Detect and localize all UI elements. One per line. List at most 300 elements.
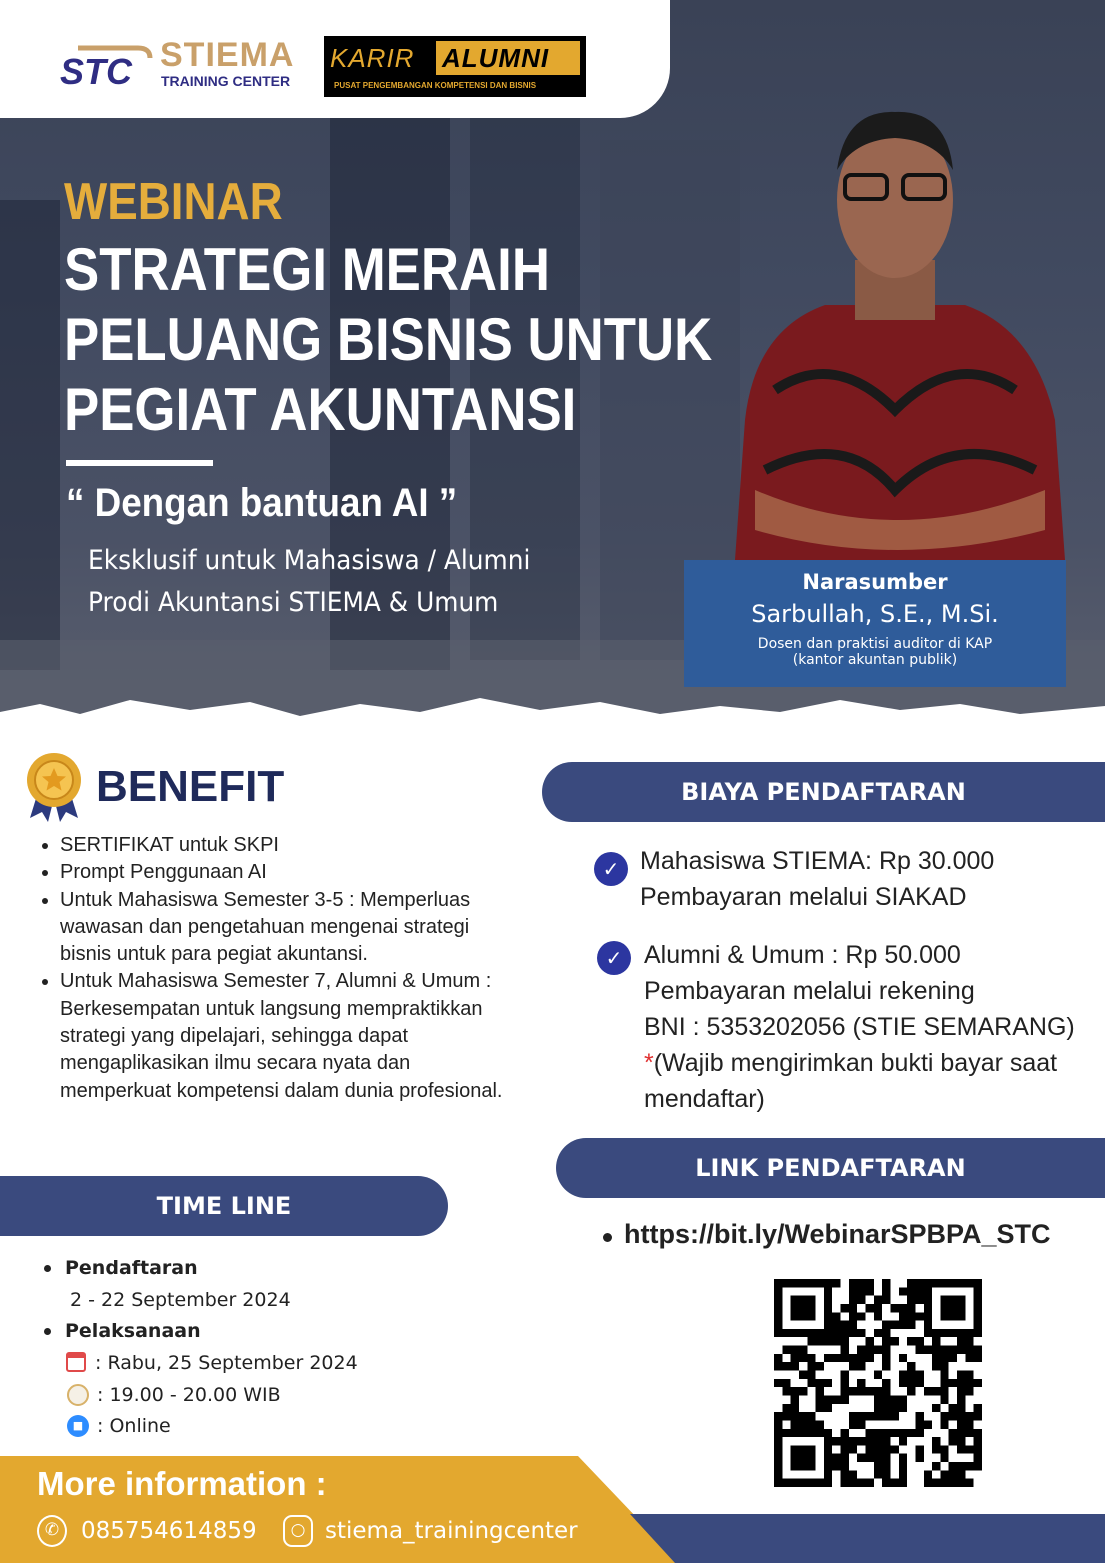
qr-module	[965, 1429, 973, 1437]
qr-module	[799, 1296, 807, 1304]
qr-module	[882, 1337, 890, 1345]
qr-module	[799, 1429, 807, 1437]
qr-module	[965, 1354, 973, 1362]
qr-module	[899, 1321, 907, 1329]
qr-module	[866, 1346, 874, 1354]
qr-module	[957, 1420, 965, 1428]
qr-module	[857, 1279, 865, 1287]
qr-module	[824, 1337, 832, 1345]
qr-module	[974, 1312, 982, 1320]
qr-module	[807, 1420, 815, 1428]
qr-module	[882, 1362, 890, 1370]
qr-module	[782, 1279, 790, 1287]
qr-module	[774, 1354, 782, 1362]
qr-module	[932, 1479, 940, 1487]
qr-module	[857, 1454, 865, 1462]
qr-module	[849, 1354, 857, 1362]
qr-module	[915, 1412, 923, 1420]
qr-module	[932, 1354, 940, 1362]
qr-module	[782, 1346, 790, 1354]
qr-module	[907, 1362, 915, 1370]
qr-module	[774, 1479, 782, 1487]
qr-module	[791, 1395, 799, 1403]
qr-module	[882, 1296, 890, 1304]
qr-module	[882, 1346, 890, 1354]
qr-module	[882, 1379, 890, 1387]
qr-module	[866, 1479, 874, 1487]
qr-module	[890, 1479, 898, 1487]
speaker-card	[684, 560, 1066, 687]
qr-module	[774, 1454, 782, 1462]
qr-module	[874, 1387, 882, 1395]
qr-module	[791, 1329, 799, 1337]
qr-module	[841, 1329, 849, 1337]
qr-module	[957, 1470, 965, 1478]
qr-module	[791, 1304, 799, 1312]
karir-alumni-logo	[324, 36, 586, 97]
qr-module	[849, 1296, 857, 1304]
qr-module	[965, 1337, 973, 1345]
qr-module	[857, 1296, 865, 1304]
qr-module	[874, 1437, 882, 1445]
qr-module	[816, 1420, 824, 1428]
qr-module	[841, 1304, 849, 1312]
qr-module	[774, 1329, 782, 1337]
qr-module	[857, 1479, 865, 1487]
qr-module	[949, 1296, 957, 1304]
qr-module	[924, 1312, 932, 1320]
qr-module	[799, 1304, 807, 1312]
qr-module	[782, 1404, 790, 1412]
qr-module	[882, 1321, 890, 1329]
qr-module	[899, 1312, 907, 1320]
qr-module	[899, 1470, 907, 1478]
qr-module	[849, 1362, 857, 1370]
qr-module	[899, 1304, 907, 1312]
qr-module	[849, 1412, 857, 1420]
student-fee-line: Mahasiswa STIEMA: Rp 30.000	[640, 847, 995, 875]
stc-logo-icon	[58, 44, 154, 90]
qr-module	[791, 1362, 799, 1370]
qr-module	[940, 1395, 948, 1403]
qr-module	[949, 1462, 957, 1470]
qr-module	[866, 1437, 874, 1445]
public-fee	[644, 937, 1075, 1117]
qr-module	[924, 1296, 932, 1304]
qr-module	[866, 1412, 874, 1420]
qr-module	[965, 1412, 973, 1420]
qr-module	[774, 1470, 782, 1478]
qr-module	[799, 1354, 807, 1362]
qr-module	[774, 1312, 782, 1320]
stiema-wordmark: STIEMA	[160, 36, 295, 74]
qr-module	[841, 1454, 849, 1462]
registration-dates: 2 - 22 September 2024	[70, 1289, 291, 1311]
qr-module	[832, 1279, 840, 1287]
check-icon: ✓	[597, 941, 631, 975]
qr-module	[949, 1479, 957, 1487]
qr-module	[932, 1329, 940, 1337]
qr-module	[899, 1354, 907, 1362]
qr-module	[974, 1354, 982, 1362]
qr-module	[874, 1429, 882, 1437]
qr-module	[974, 1429, 982, 1437]
qr-module	[949, 1346, 957, 1354]
qr-module	[849, 1321, 857, 1329]
qr-module	[816, 1404, 824, 1412]
qr-module	[849, 1304, 857, 1312]
qr-module	[824, 1462, 832, 1470]
qr-module	[857, 1312, 865, 1320]
qr-module	[816, 1329, 824, 1337]
qr-module	[866, 1429, 874, 1437]
qr-module	[965, 1445, 973, 1453]
qr-module	[774, 1362, 782, 1370]
qr-module	[832, 1329, 840, 1337]
qr-module	[899, 1287, 907, 1295]
qr-module	[932, 1337, 940, 1345]
benefit-list	[36, 832, 516, 1105]
speaker-name: Sarbullah, S.E., M.Si.	[751, 600, 999, 628]
public-fee-line: Alumni & Umum : Rp 50.000	[644, 941, 961, 969]
qr-module	[924, 1321, 932, 1329]
qr-module	[774, 1437, 782, 1445]
qr-module	[940, 1312, 948, 1320]
webinar-label: WEBINAR	[64, 173, 283, 231]
qr-module	[940, 1379, 948, 1387]
award-medal-icon	[24, 752, 84, 822]
qr-module	[957, 1371, 965, 1379]
instagram-icon: ○	[283, 1515, 313, 1547]
qr-module	[940, 1412, 948, 1420]
qr-module	[849, 1287, 857, 1295]
registration-link-heading: LINK PENDAFTARAN	[556, 1138, 1105, 1198]
qr-module	[882, 1404, 890, 1412]
fee-note-line: (Wajib mengirimkan bukti bayar saat	[653, 1049, 1058, 1077]
qr-module	[866, 1445, 874, 1453]
qr-module	[949, 1437, 957, 1445]
qr-module	[774, 1462, 782, 1470]
qr-module	[774, 1445, 782, 1453]
public-fee-line: Pembayaran melalui rekening	[644, 977, 975, 1005]
qr-module	[957, 1395, 965, 1403]
qr-module	[857, 1287, 865, 1295]
qr-module	[841, 1470, 849, 1478]
qr-module	[890, 1412, 898, 1420]
qr-module	[791, 1479, 799, 1487]
qr-module	[824, 1395, 832, 1403]
qr-module	[832, 1354, 840, 1362]
qr-module	[774, 1304, 782, 1312]
qr-module	[807, 1312, 815, 1320]
speaker-label: Narasumber	[802, 570, 948, 594]
qr-module	[874, 1304, 882, 1312]
qr-module	[799, 1371, 807, 1379]
qr-module	[857, 1412, 865, 1420]
qr-module	[957, 1412, 965, 1420]
event-date: : Rabu, 25 September 2024	[95, 1352, 358, 1374]
video-camera-icon: ■	[67, 1415, 89, 1437]
qr-module	[957, 1387, 965, 1395]
qr-module	[774, 1420, 782, 1428]
qr-module	[849, 1329, 857, 1337]
qr-module	[915, 1296, 923, 1304]
student-fee	[640, 843, 994, 915]
qr-module	[849, 1312, 857, 1320]
qr-module	[849, 1445, 857, 1453]
qr-module	[924, 1304, 932, 1312]
qr-module	[915, 1287, 923, 1295]
qr-module	[799, 1329, 807, 1337]
qr-module	[791, 1354, 799, 1362]
qr-module	[816, 1337, 824, 1345]
logo-header	[0, 0, 670, 118]
qr-module	[882, 1462, 890, 1470]
fee-heading: BIAYA PENDAFTARAN	[542, 762, 1105, 822]
qr-module	[932, 1387, 940, 1395]
qr-module	[899, 1395, 907, 1403]
qr-module	[924, 1346, 932, 1354]
qr-module	[965, 1420, 973, 1428]
qr-module	[949, 1354, 957, 1362]
qr-module	[799, 1420, 807, 1428]
qr-module	[940, 1454, 948, 1462]
qr-module	[899, 1437, 907, 1445]
qr-module	[932, 1404, 940, 1412]
qr-module	[890, 1404, 898, 1412]
qr-module	[774, 1296, 782, 1304]
qr-module	[799, 1479, 807, 1487]
qr-module	[857, 1437, 865, 1445]
qr-module	[807, 1445, 815, 1453]
qr-module	[857, 1420, 865, 1428]
qr-module	[841, 1346, 849, 1354]
qr-module	[949, 1279, 957, 1287]
qr-module	[816, 1429, 824, 1437]
qr-module	[841, 1387, 849, 1395]
subtitle-quote: “ Dengan bantuan AI ”	[66, 481, 458, 525]
qr-module	[915, 1379, 923, 1387]
qr-module	[907, 1337, 915, 1345]
qr-module	[874, 1470, 882, 1478]
qr-module	[782, 1387, 790, 1395]
qr-module	[940, 1296, 948, 1304]
title-line-3: PEGIAT AKUNTANSI	[64, 376, 577, 443]
qr-module	[924, 1470, 932, 1478]
qr-module	[890, 1304, 898, 1312]
qr-module	[799, 1279, 807, 1287]
bullet	[44, 1265, 51, 1272]
qr-module	[791, 1312, 799, 1320]
qr-module	[816, 1379, 824, 1387]
qr-module	[907, 1296, 915, 1304]
title-line-2: PELUANG BISNIS UNTUK	[64, 306, 713, 373]
qr-module	[774, 1379, 782, 1387]
qr-module	[907, 1379, 915, 1387]
alumni-text: ALUMNI	[436, 41, 580, 75]
qr-module	[957, 1304, 965, 1312]
qr-module	[924, 1479, 932, 1487]
qr-module	[799, 1462, 807, 1470]
qr-module	[915, 1312, 923, 1320]
qr-module	[890, 1395, 898, 1403]
qr-module	[957, 1445, 965, 1453]
qr-module	[915, 1429, 923, 1437]
qr-module	[824, 1479, 832, 1487]
qr-module	[832, 1337, 840, 1345]
qr-module	[824, 1321, 832, 1329]
qr-module	[890, 1429, 898, 1437]
qr-module	[915, 1279, 923, 1287]
qr-module	[957, 1437, 965, 1445]
qr-module	[841, 1354, 849, 1362]
qr-module	[949, 1470, 957, 1478]
instagram-handle[interactable]: stiema_trainingcenter	[325, 1518, 578, 1544]
qr-module	[890, 1337, 898, 1345]
qr-module	[882, 1412, 890, 1420]
public-fee-line: BNI : 5353202056 (STIE SEMARANG)	[644, 1013, 1075, 1041]
audience-line-2: Prodi Akuntansi STIEMA & Umum	[88, 587, 499, 618]
qr-module	[899, 1462, 907, 1470]
qr-module	[940, 1279, 948, 1287]
qr-module	[824, 1329, 832, 1337]
qr-module	[957, 1404, 965, 1412]
qr-module	[857, 1379, 865, 1387]
qr-module	[907, 1321, 915, 1329]
qr-module	[899, 1454, 907, 1462]
qr-module	[949, 1404, 957, 1412]
qr-module	[965, 1379, 973, 1387]
qr-module	[791, 1387, 799, 1395]
benefit-item: • Prompt Penggunaan AI	[60, 859, 516, 886]
qr-module	[940, 1387, 948, 1395]
qr-module	[874, 1395, 882, 1403]
qr-module	[932, 1279, 940, 1287]
qr-module	[957, 1429, 965, 1437]
qr-module	[949, 1329, 957, 1337]
qr-module	[924, 1329, 932, 1337]
qr-module	[899, 1379, 907, 1387]
qr-module	[782, 1329, 790, 1337]
qr-module	[824, 1279, 832, 1287]
qr-module	[841, 1379, 849, 1387]
qr-module	[974, 1279, 982, 1287]
qr-module	[791, 1279, 799, 1287]
qr-module	[915, 1445, 923, 1453]
qr-module	[924, 1287, 932, 1295]
speaker-desc-1: Dosen dan praktisi auditor di KAP	[757, 636, 993, 652]
qr-module	[882, 1395, 890, 1403]
qr-module	[807, 1279, 815, 1287]
qr-module	[949, 1379, 957, 1387]
qr-module	[816, 1387, 824, 1395]
qr-module	[807, 1362, 815, 1370]
speaker-photo	[715, 90, 1075, 560]
qr-module	[965, 1279, 973, 1287]
qr-module	[866, 1354, 874, 1362]
qr-module	[940, 1354, 948, 1362]
qr-module	[841, 1371, 849, 1379]
qr-code[interactable]	[774, 1279, 982, 1487]
qr-module	[924, 1420, 932, 1428]
qr-module	[849, 1279, 857, 1287]
qr-module	[774, 1321, 782, 1329]
qr-module	[949, 1304, 957, 1312]
qr-module	[907, 1287, 915, 1295]
qr-module	[965, 1346, 973, 1354]
qr-module	[874, 1329, 882, 1337]
qr-module	[907, 1312, 915, 1320]
qr-module	[882, 1287, 890, 1295]
qr-module	[882, 1454, 890, 1462]
qr-module	[824, 1454, 832, 1462]
qr-module	[791, 1429, 799, 1437]
qr-module	[774, 1279, 782, 1287]
qr-module	[782, 1429, 790, 1437]
qr-module	[849, 1479, 857, 1487]
qr-module	[841, 1445, 849, 1453]
benefit-item: • Untuk Mahasiswa Semester 3-5 : Memperluas wawasan dan pengetahuan mengenai strategi bisnis untuk para pegiat akuntansi.	[60, 887, 516, 969]
qr-module	[940, 1479, 948, 1487]
qr-module	[874, 1454, 882, 1462]
qr-module	[974, 1329, 982, 1337]
qr-module	[807, 1429, 815, 1437]
registration-link[interactable]: https://bit.ly/WebinarSPBPA_STC	[624, 1219, 1051, 1249]
qr-module	[849, 1420, 857, 1428]
torn-paper-edge	[0, 690, 1105, 740]
qr-module	[974, 1296, 982, 1304]
qr-module	[857, 1362, 865, 1370]
qr-module	[791, 1296, 799, 1304]
qr-module	[965, 1371, 973, 1379]
qr-module	[915, 1337, 923, 1345]
qr-module	[957, 1346, 965, 1354]
qr-module	[774, 1287, 782, 1295]
qr-module	[932, 1346, 940, 1354]
qr-module	[882, 1387, 890, 1395]
qr-module	[799, 1346, 807, 1354]
qr-module	[849, 1470, 857, 1478]
qr-module	[791, 1445, 799, 1453]
qr-module	[824, 1404, 832, 1412]
qr-module	[957, 1329, 965, 1337]
qr-module	[940, 1362, 948, 1370]
qr-module	[866, 1454, 874, 1462]
qr-module	[791, 1404, 799, 1412]
qr-module	[957, 1279, 965, 1287]
qr-module	[882, 1470, 890, 1478]
qr-module	[807, 1412, 815, 1420]
qr-module	[824, 1304, 832, 1312]
qr-module	[899, 1429, 907, 1437]
benefit-heading: BENEFIT	[96, 762, 285, 811]
qr-module	[957, 1379, 965, 1387]
phone-number[interactable]: 085754614859	[81, 1518, 257, 1544]
qr-module	[816, 1479, 824, 1487]
qr-module	[866, 1387, 874, 1395]
qr-module	[940, 1329, 948, 1337]
qr-module	[890, 1321, 898, 1329]
qr-module	[824, 1429, 832, 1437]
qr-module	[807, 1379, 815, 1387]
qr-module	[974, 1404, 982, 1412]
qr-module	[807, 1304, 815, 1312]
qr-module	[799, 1445, 807, 1453]
qr-module	[915, 1420, 923, 1428]
qr-module	[824, 1296, 832, 1304]
qr-module	[974, 1287, 982, 1295]
qr-module	[807, 1371, 815, 1379]
